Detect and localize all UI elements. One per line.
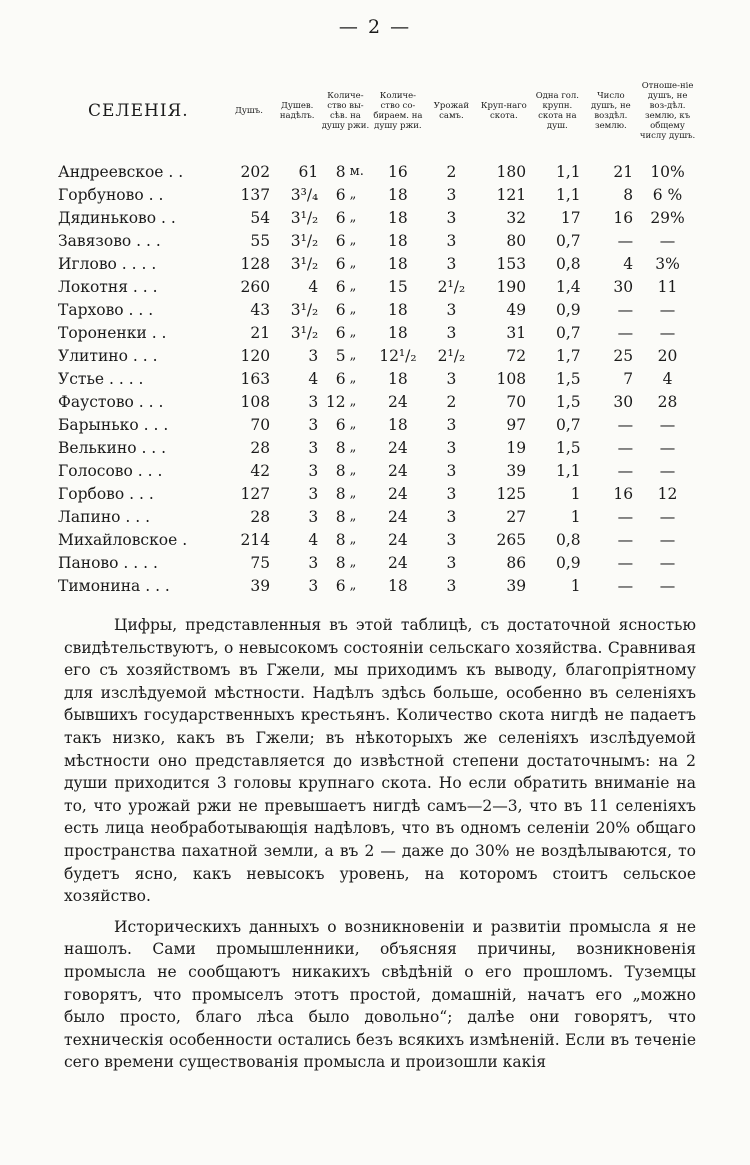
- cell-unit: „: [349, 417, 357, 432]
- cell-harvested: 18: [388, 231, 408, 250]
- cell-yield: 3: [446, 231, 457, 250]
- table-row: [58, 160, 698, 183]
- cell-yield: 2¹/₂: [437, 277, 466, 296]
- cell-harvested: 16: [388, 162, 408, 181]
- cell-idle: 7: [623, 369, 634, 388]
- cell-harvested: 24: [388, 553, 408, 572]
- cell-unit: „: [349, 210, 357, 225]
- cell-unit: „: [349, 463, 357, 478]
- cell-sown: 5: [335, 346, 346, 365]
- table-row: [58, 367, 698, 390]
- header-idle: Число душъ, не воздѣл. землю.: [591, 91, 631, 131]
- cell-allotment: 3: [308, 553, 319, 572]
- cell-ratio: 1,7: [555, 346, 581, 365]
- cell-unit: „: [349, 256, 357, 271]
- cell-harvested: 18: [388, 185, 408, 204]
- cell-ratio: 1: [570, 507, 581, 526]
- cell-sown: 6: [335, 576, 346, 595]
- cell-allotment: 3¹/₂: [290, 231, 319, 250]
- header-souls: Душъ.: [234, 106, 263, 116]
- cell-yield: 3: [446, 530, 457, 549]
- cell-yield: 3: [446, 507, 457, 526]
- cell-yield: 3: [446, 484, 457, 503]
- cell-idle: —: [617, 415, 634, 434]
- cell-percent: —: [659, 300, 676, 319]
- cell-allotment: 4: [308, 530, 319, 549]
- cell-percent: 20: [657, 346, 678, 365]
- cell-percent: 4: [662, 369, 673, 388]
- cell-souls: 127: [240, 484, 271, 503]
- cell-idle: 30: [613, 277, 634, 296]
- cell-yield: 2¹/₂: [437, 346, 466, 365]
- cell-unit: „: [349, 325, 357, 340]
- table-row: [58, 413, 698, 436]
- cell-sown: 8: [335, 553, 346, 572]
- cell-ratio: 1,1: [555, 185, 581, 204]
- cell-yield: 3: [446, 576, 457, 595]
- cell-ratio: 0,9: [555, 553, 581, 572]
- statistics-table: [58, 62, 698, 597]
- header-village: СЕЛЕНІЯ.: [88, 101, 189, 121]
- cell-percent: —: [659, 438, 676, 457]
- cell-souls: 55: [250, 231, 271, 250]
- cell-harvested: 18: [388, 300, 408, 319]
- cell-cattle: 125: [496, 484, 527, 503]
- cell-percent: 28: [657, 392, 678, 411]
- paragraph: Историческихъ данныхъ о возникновеніи и развитіи промысла я не нашолъ. Сами промышленники, объясняя причины, возникновенія промысла не сообщаютъ никакихъ свѣдѣній о его прошломъ. Туземцы говорятъ, что промыселъ этотъ простой, домашній, начатъ его „можно было просто, благо лѣса было довольно“; далѣе они говорятъ, что техническія особенности остались безъ всякихъ измѣненій. Если въ теченіе сего времени существованія промысла и произошли какія: [64, 917, 696, 1072]
- cell-ratio: 1,5: [555, 392, 581, 411]
- cell-yield: 3: [446, 438, 457, 457]
- cell-yield: 2: [446, 392, 457, 411]
- cell-harvested: 24: [388, 461, 408, 480]
- cell-allotment: 3: [308, 484, 319, 503]
- header-cattle: Круп-наго скота.: [480, 101, 527, 121]
- cell-souls: 137: [240, 185, 271, 204]
- cell-ratio: 1,4: [555, 277, 581, 296]
- header-yield: Урожай самъ.: [433, 101, 470, 121]
- cell-idle: —: [617, 438, 634, 457]
- cell-percent: 3%: [655, 254, 680, 273]
- cell-yield: 3: [446, 208, 457, 227]
- cell-ratio: 0,9: [555, 300, 581, 319]
- cell-souls: 21: [250, 323, 271, 342]
- cell-idle: —: [617, 507, 634, 526]
- cell-idle: 8: [623, 185, 634, 204]
- cell-cattle: 190: [496, 277, 527, 296]
- cell-harvested: 18: [388, 415, 408, 434]
- cell-cattle: 80: [506, 231, 527, 250]
- paragraph: Цифры, представленныя въ этой таблицѣ, съ достаточной ясностью свидѣтельствуютъ, о невысокомъ состояніи сельскаго хозяйства. Сравнивая его съ хозяйствомъ въ Гжели, мы приходимъ къ выводу, благопріятному для изслѣдуемой мѣстности. Надѣлъ здѣсь больше, особенно въ селеніяхъ бывшихъ государственныхъ крестьянъ. Количество скота нигдѣ не падаетъ такъ низко, какъ въ Гжели; въ нѣкоторыхъ же селеніяхъ изслѣдуемой мѣстности оно представляется до извѣстной степени достаточнымъ: на 2 души приходится 3 головы крупнаго скота. Но если обратить вниманіе на то, что урожай ржи не превышаетъ нигдѣ самъ—2—3, что въ 11 селеніяхъ есть лица необработывающія надѣловъ, что въ одномъ селеніи 20% общаго пространства пахатной земли, а въ 2 — даже до 30% не воздѣлываются, то будетъ ясно, какъ невысокъ уровень, на которомъ стоитъ сельское хозяйство.: [64, 616, 696, 906]
- cell-unit: „: [349, 555, 357, 570]
- cell-village: Паново . . . .: [58, 553, 158, 572]
- cell-idle: —: [617, 461, 634, 480]
- table-row: [58, 459, 698, 482]
- cell-yield: 3: [446, 300, 457, 319]
- cell-harvested: 24: [388, 484, 408, 503]
- cell-unit: „: [349, 578, 357, 593]
- cell-ratio: 0,8: [555, 254, 581, 273]
- cell-cattle: 39: [506, 461, 527, 480]
- cell-sown: 8: [335, 484, 346, 503]
- cell-idle: 16: [613, 484, 634, 503]
- cell-sown: 6: [335, 254, 346, 273]
- cell-village: Барынько . . .: [58, 415, 169, 434]
- cell-allotment: 3¹/₂: [290, 323, 319, 342]
- cell-ratio: 1,1: [555, 162, 581, 181]
- cell-percent: 10%: [650, 162, 685, 181]
- cell-harvested: 18: [388, 208, 408, 227]
- cell-harvested: 18: [388, 576, 408, 595]
- cell-village: Фаустово . . .: [58, 392, 164, 411]
- cell-allotment: 3: [308, 415, 319, 434]
- cell-souls: 70: [250, 415, 271, 434]
- cell-souls: 260: [240, 277, 271, 296]
- cell-percent: —: [659, 576, 676, 595]
- table-row: [58, 229, 698, 252]
- header-allotment: Душев. надѣлъ.: [279, 101, 315, 121]
- cell-sown: 8: [335, 507, 346, 526]
- cell-yield: 3: [446, 254, 457, 273]
- cell-souls: 202: [240, 162, 271, 181]
- cell-village: Лапино . . .: [58, 507, 151, 526]
- cell-souls: 214: [240, 530, 271, 549]
- cell-idle: —: [617, 323, 634, 342]
- cell-idle: —: [617, 231, 634, 250]
- cell-yield: 3: [446, 185, 457, 204]
- table-row: [58, 275, 698, 298]
- cell-sown: 6: [335, 208, 346, 227]
- cell-souls: 108: [240, 392, 271, 411]
- cell-allotment: 3³/₄: [290, 185, 319, 204]
- cell-allotment: 3: [308, 507, 319, 526]
- cell-village: Улитино . . .: [58, 346, 158, 365]
- table-row: [58, 183, 698, 206]
- cell-ratio: 1: [570, 576, 581, 595]
- cell-ratio: 1,1: [555, 461, 581, 480]
- cell-cattle: 49: [506, 300, 527, 319]
- cell-village: Михайловское .: [58, 530, 188, 549]
- cell-souls: 128: [240, 254, 271, 273]
- cell-percent: —: [659, 553, 676, 572]
- page-number: — 2 —: [338, 16, 412, 38]
- cell-cattle: 108: [496, 369, 527, 388]
- cell-cattle: 39: [506, 576, 527, 595]
- cell-idle: 30: [613, 392, 634, 411]
- cell-percent: —: [659, 415, 676, 434]
- cell-unit: „: [349, 532, 357, 547]
- table-row: [58, 528, 698, 551]
- cell-allotment: 4: [308, 369, 319, 388]
- header-sown: Количе-ство вы-сѣв. на душу ржи.: [321, 91, 370, 131]
- body-text: [64, 614, 696, 1082]
- cell-allotment: 3: [308, 392, 319, 411]
- cell-sown: 8: [335, 438, 346, 457]
- cell-allotment: 3: [308, 438, 319, 457]
- cell-cattle: 153: [496, 254, 527, 273]
- cell-idle: —: [617, 553, 634, 572]
- cell-village: Тимонина . . .: [58, 576, 170, 595]
- table-body: [58, 160, 698, 597]
- cell-ratio: 1: [570, 484, 581, 503]
- header-ratio: Одна гол. крупн. скота на душ.: [535, 91, 579, 131]
- cell-allotment: 3¹/₂: [290, 254, 319, 273]
- cell-sown: 6: [335, 300, 346, 319]
- cell-percent: —: [659, 530, 676, 549]
- cell-village: Завязово . . .: [58, 231, 161, 250]
- header-harvested: Количе-ство со-бираем. на душу ржи.: [373, 91, 423, 131]
- cell-cattle: 70: [506, 392, 527, 411]
- cell-souls: 54: [250, 208, 271, 227]
- cell-sown: 8: [335, 461, 346, 480]
- cell-yield: 3: [446, 461, 457, 480]
- cell-sown: 6: [335, 231, 346, 250]
- table-row: [58, 252, 698, 275]
- table-row: [58, 390, 698, 413]
- cell-ratio: 0,7: [555, 415, 581, 434]
- cell-yield: 2: [446, 162, 457, 181]
- table-row: [58, 206, 698, 229]
- cell-harvested: 24: [388, 438, 408, 457]
- cell-percent: —: [659, 231, 676, 250]
- cell-sown: 6: [335, 277, 346, 296]
- cell-unit: м.: [349, 164, 364, 179]
- cell-yield: 3: [446, 415, 457, 434]
- cell-village: Устье . . . .: [58, 369, 144, 388]
- header-percent: Отноше-ніе душъ, не воз-дѣл. землю, къ общему числу душъ.: [639, 81, 696, 141]
- cell-souls: 163: [240, 369, 271, 388]
- cell-idle: —: [617, 576, 634, 595]
- cell-idle: 25: [613, 346, 634, 365]
- cell-sown: 12: [325, 392, 346, 411]
- cell-souls: 28: [250, 438, 271, 457]
- cell-unit: „: [349, 233, 357, 248]
- cell-allotment: 3: [308, 576, 319, 595]
- cell-cattle: 265: [496, 530, 527, 549]
- cell-unit: „: [349, 440, 357, 455]
- cell-unit: „: [349, 279, 357, 294]
- cell-cattle: 97: [506, 415, 527, 434]
- cell-allotment: 3: [308, 346, 319, 365]
- table-row: [58, 551, 698, 574]
- cell-percent: 29%: [650, 208, 685, 227]
- cell-harvested: 18: [388, 323, 408, 342]
- table-row: [58, 436, 698, 459]
- cell-harvested: 18: [388, 254, 408, 273]
- table-row: [58, 482, 698, 505]
- cell-village: Горбово . . .: [58, 484, 154, 503]
- cell-ratio: 0,7: [555, 323, 581, 342]
- cell-sown: 6: [335, 323, 346, 342]
- cell-village: Андреевское . .: [58, 162, 184, 181]
- table-row: [58, 321, 698, 344]
- cell-ratio: 1,5: [555, 438, 581, 457]
- cell-village: Локотня . . .: [58, 277, 158, 296]
- cell-yield: 3: [446, 369, 457, 388]
- table-row: [58, 298, 698, 321]
- cell-village: Тархово . . .: [58, 300, 154, 319]
- cell-harvested: 24: [388, 392, 408, 411]
- cell-souls: 43: [250, 300, 271, 319]
- cell-souls: 42: [250, 461, 271, 480]
- cell-unit: „: [349, 348, 357, 363]
- cell-sown: 6: [335, 369, 346, 388]
- cell-village: Голосово . . .: [58, 461, 163, 480]
- cell-idle: —: [617, 530, 634, 549]
- cell-harvested: 24: [388, 507, 408, 526]
- cell-unit: „: [349, 187, 357, 202]
- cell-percent: 11: [657, 277, 678, 296]
- table-row: [58, 505, 698, 528]
- cell-percent: —: [659, 323, 676, 342]
- cell-village: Иглово . . . .: [58, 254, 157, 273]
- cell-sown: 8: [335, 162, 346, 181]
- cell-harvested: 24: [388, 530, 408, 549]
- cell-village: Горбуново . .: [58, 185, 164, 204]
- cell-village: Дядиньково . .: [58, 208, 176, 227]
- cell-yield: 3: [446, 553, 457, 572]
- cell-unit: „: [349, 486, 357, 501]
- cell-harvested: 18: [388, 369, 408, 388]
- cell-village: Тороненки . .: [58, 323, 167, 342]
- table-row: [58, 344, 698, 367]
- cell-percent: 6 %: [652, 185, 683, 204]
- cell-allotment: 3: [308, 461, 319, 480]
- cell-percent: 12: [657, 484, 678, 503]
- cell-cattle: 86: [506, 553, 527, 572]
- cell-yield: 3: [446, 323, 457, 342]
- cell-allotment: 4: [308, 277, 319, 296]
- cell-unit: „: [349, 302, 357, 317]
- cell-idle: —: [617, 300, 634, 319]
- cell-cattle: 27: [506, 507, 527, 526]
- cell-unit: „: [349, 509, 357, 524]
- cell-sown: 8: [335, 530, 346, 549]
- cell-ratio: 0,8: [555, 530, 581, 549]
- table-row: [58, 574, 698, 597]
- cell-harvested: 15: [388, 277, 408, 296]
- cell-allotment: 3¹/₂: [290, 208, 319, 227]
- cell-sown: 6: [335, 415, 346, 434]
- cell-ratio: 17: [560, 208, 581, 227]
- cell-cattle: 32: [506, 208, 527, 227]
- cell-souls: 28: [250, 507, 271, 526]
- cell-village: Велькино . . .: [58, 438, 167, 457]
- cell-idle: 21: [613, 162, 634, 181]
- cell-allotment: 61: [298, 162, 319, 181]
- cell-cattle: 121: [496, 185, 527, 204]
- cell-cattle: 31: [506, 323, 527, 342]
- cell-sown: 6: [335, 185, 346, 204]
- cell-cattle: 19: [506, 438, 527, 457]
- cell-souls: 120: [240, 346, 271, 365]
- cell-harvested: 12¹/₂: [379, 346, 417, 365]
- cell-cattle: 180: [496, 162, 527, 181]
- cell-idle: 16: [613, 208, 634, 227]
- cell-souls: 39: [250, 576, 271, 595]
- cell-cattle: 72: [506, 346, 527, 365]
- cell-percent: —: [659, 507, 676, 526]
- cell-unit: „: [349, 394, 357, 409]
- cell-allotment: 3¹/₂: [290, 300, 319, 319]
- cell-unit: „: [349, 371, 357, 386]
- cell-percent: —: [659, 461, 676, 480]
- cell-souls: 75: [250, 553, 271, 572]
- cell-ratio: 0,7: [555, 231, 581, 250]
- cell-idle: 4: [623, 254, 634, 273]
- cell-ratio: 1,5: [555, 369, 581, 388]
